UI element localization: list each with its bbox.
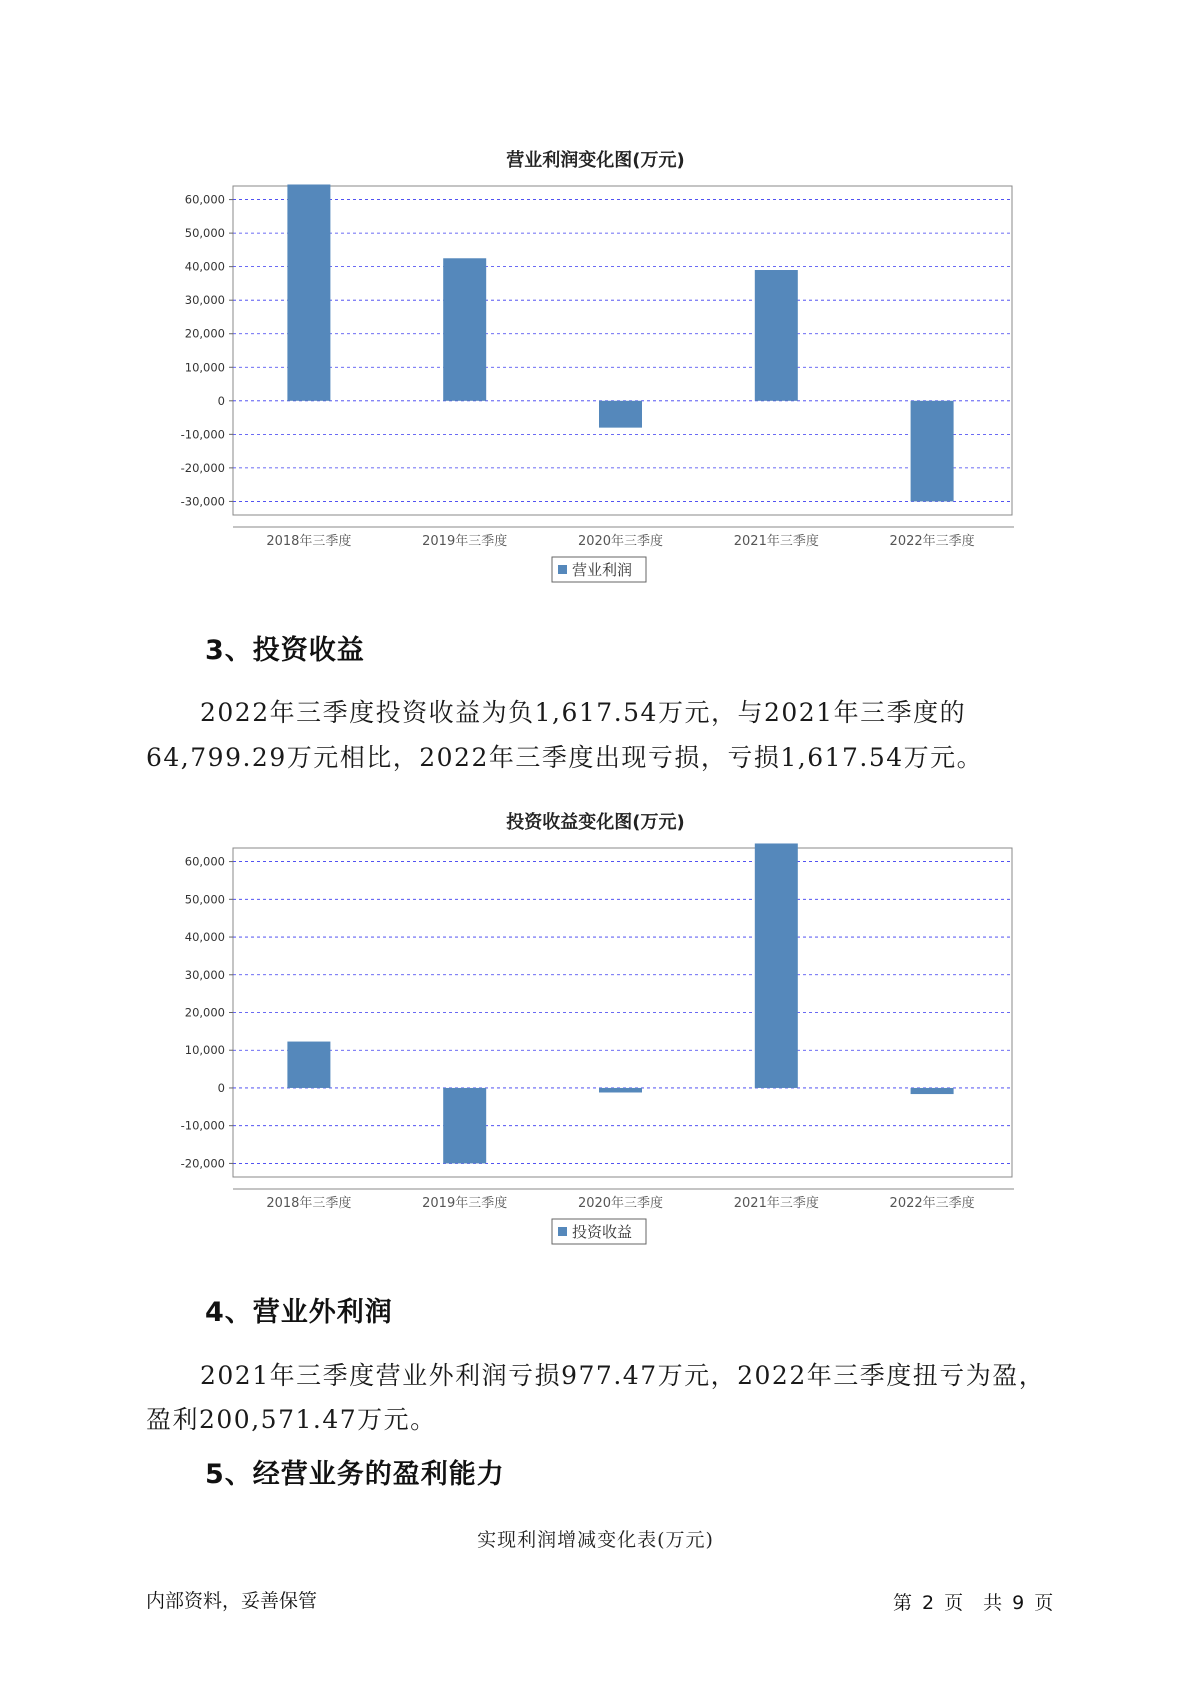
legend-label: 营业利润 — [572, 561, 633, 579]
section3-paragraph-line1: 2022年三季度投资收益为负1,617.54万元，与2021年三季度的 — [200, 698, 967, 727]
y-tick-label: 40,000 — [184, 259, 225, 274]
chart1-title: 营业利润变化图(万元) — [506, 150, 685, 171]
legend-swatch — [558, 1227, 567, 1236]
y-tick-label: 20,000 — [184, 1005, 225, 1020]
bar — [755, 270, 798, 401]
chart2-title: 投资收益变化图(万元) — [506, 812, 685, 833]
page-prefix: 第 — [893, 1592, 913, 1614]
x-category-label: 2018年三季度 — [266, 1196, 352, 1211]
y-tick-label: -10,000 — [180, 427, 225, 442]
y-tick-label: 10,000 — [184, 360, 225, 375]
x-category-label: 2021年三季度 — [733, 534, 819, 549]
bar — [599, 1088, 642, 1093]
section4-heading: 4、营业外利润 — [205, 1297, 393, 1328]
total-prefix: 共 — [983, 1592, 1003, 1614]
page-suffix: 页 — [944, 1592, 964, 1614]
y-tick-label: -10,000 — [180, 1118, 225, 1133]
y-tick-label: -20,000 — [180, 460, 225, 475]
table-caption: 实现利润增减变化表(万元) — [477, 1529, 714, 1551]
x-category-label: 2020年三季度 — [577, 1196, 664, 1211]
x-category-label: 2022年三季度 — [889, 1196, 975, 1211]
y-tick-label: 30,000 — [184, 293, 225, 308]
section4-paragraph-line2: 盈利200,571.47万元。 — [146, 1405, 437, 1434]
y-tick-label: 60,000 — [184, 192, 225, 207]
y-tick-label: 0 — [217, 393, 225, 408]
y-tick-label: 50,000 — [184, 892, 225, 907]
bar — [755, 843, 798, 1087]
x-category-label: 2018年三季度 — [266, 534, 352, 549]
section5-heading: 5、经营业务的盈利能力 — [205, 1459, 505, 1490]
section4-paragraph-line1: 2021年三季度营业外利润亏损977.47万元，2022年三季度扭亏为盈， — [200, 1361, 1046, 1390]
footer-confidential-note: 内部资料，妥善保管 — [146, 1590, 318, 1612]
operating-profit-chart — [0, 180, 1191, 590]
x-category-label: 2019年三季度 — [422, 1196, 508, 1211]
bar — [911, 1088, 954, 1094]
y-tick-label: 0 — [217, 1080, 225, 1095]
bar — [911, 401, 954, 502]
bar — [287, 184, 330, 400]
total-suffix: 页 — [1034, 1592, 1054, 1614]
y-tick-label: 50,000 — [184, 226, 225, 241]
plot-area — [233, 186, 1012, 515]
section3-heading: 3、投资收益 — [205, 635, 365, 666]
y-tick-label: 40,000 — [184, 930, 225, 945]
y-tick-label: 60,000 — [184, 854, 225, 869]
legend-label: 投资收益 — [572, 1223, 633, 1241]
investment-income-chart — [0, 842, 1191, 1252]
y-tick-label: -30,000 — [180, 494, 225, 509]
x-category-label: 2022年三季度 — [889, 534, 975, 549]
x-category-label: 2020年三季度 — [577, 534, 664, 549]
y-tick-label: 20,000 — [184, 326, 225, 341]
page-number: 2 — [922, 1592, 935, 1614]
bar — [443, 1088, 486, 1163]
bar — [287, 1042, 330, 1088]
y-tick-label: 10,000 — [184, 1043, 225, 1058]
y-tick-label: 30,000 — [184, 967, 225, 982]
legend-swatch — [558, 565, 567, 574]
y-tick-label: -20,000 — [180, 1156, 225, 1171]
total-pages: 9 — [1012, 1592, 1025, 1614]
x-category-label: 2019年三季度 — [422, 534, 508, 549]
bar — [443, 258, 486, 401]
bar — [599, 401, 642, 428]
footer-page-indicator — [893, 1588, 1063, 1615]
section3-paragraph-line2: 64,799.29万元相比，2022年三季度出现亏损，亏损1,617.54万元。 — [146, 743, 984, 772]
x-category-label: 2021年三季度 — [733, 1196, 819, 1211]
